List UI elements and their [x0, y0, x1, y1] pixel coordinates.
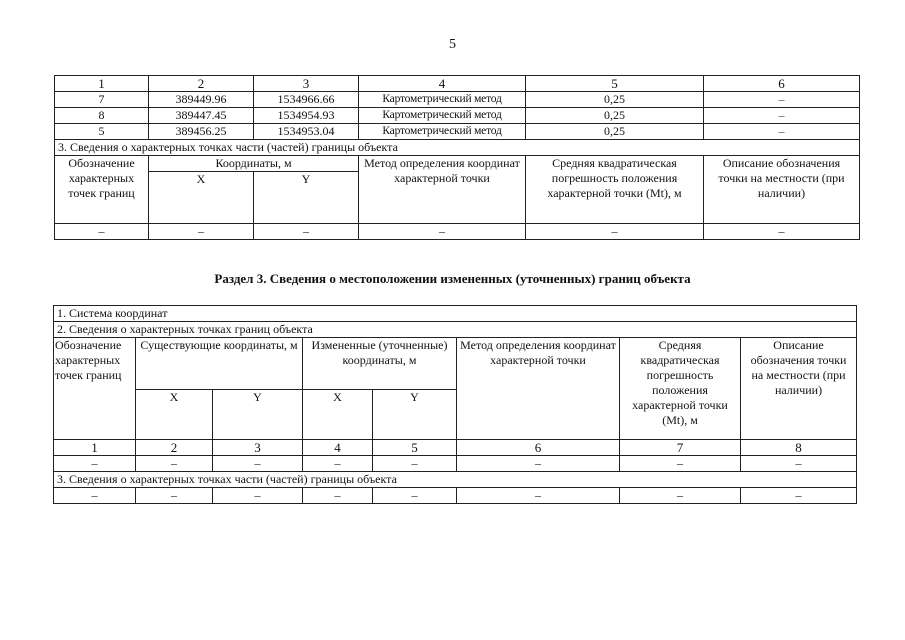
error-cell: 0,25 [526, 124, 704, 140]
points-heading: 2. Сведения о характерных точках границ объекта [54, 322, 857, 338]
existing-coords-header: Существующие координаты, м [136, 338, 303, 390]
table-header-numbers [54, 440, 857, 456]
designation-header: Обозначение характерных точек границ [55, 156, 149, 224]
points-table-2 [53, 305, 857, 504]
empty-cell: – [213, 488, 303, 504]
existing-y-header: Y [213, 390, 303, 440]
changed-coords-header: Измененные (уточненные) координаты, м [303, 338, 457, 390]
header-cell: 5 [373, 440, 457, 456]
table-row [55, 124, 860, 140]
empty-cell: – [741, 456, 857, 472]
column-header-row [54, 338, 857, 390]
empty-cell: – [620, 488, 741, 504]
coord-system-row [54, 306, 857, 322]
header-cell: 1 [54, 440, 136, 456]
empty-cell: – [213, 456, 303, 472]
empty-cell: – [149, 224, 254, 240]
empty-cell: – [741, 488, 857, 504]
empty-cell: – [136, 456, 213, 472]
x-cell: 389447.45 [149, 108, 254, 124]
method-cell: Картометрический метод [359, 92, 526, 108]
table-row [54, 456, 857, 472]
desc-header: Описание обозначения точки на местности (при наличии) [741, 338, 857, 440]
part-heading: 3. Сведения о характерных точках части (частей) границы объекта [54, 472, 857, 488]
header-cell: 2 [149, 76, 254, 92]
part-heading-row [54, 472, 857, 488]
error-cell: 0,25 [526, 108, 704, 124]
empty-cell: – [373, 456, 457, 472]
empty-cell: – [55, 224, 149, 240]
method-header: Метод определения координат характерной точки [457, 338, 620, 440]
point-cell: 5 [55, 124, 149, 140]
empty-cell: – [54, 488, 136, 504]
point-cell: 8 [55, 108, 149, 124]
coord-system: 1. Система координат [54, 306, 857, 322]
x-header: X [149, 172, 254, 224]
error-header: Средняя квадратическая погрешность положения характерной точки (Mt), м [526, 156, 704, 224]
y-cell: 1534954.93 [254, 108, 359, 124]
part-heading: 3. Сведения о характерных точках части (частей) границы объекта [55, 140, 860, 156]
empty-cell: – [359, 224, 526, 240]
table-header-numbers [55, 76, 860, 92]
empty-cell: – [54, 456, 136, 472]
method-cell: Картометрический метод [359, 108, 526, 124]
x-cell: 389449.96 [149, 92, 254, 108]
column-header-row [55, 156, 860, 172]
empty-cell: – [457, 488, 620, 504]
error-cell: 0,25 [526, 92, 704, 108]
table-row [54, 488, 857, 504]
header-cell: 5 [526, 76, 704, 92]
error-header: Средняя квадратическая погрешность положения характерной точки (Mt), м [620, 338, 741, 440]
table-row [55, 224, 860, 240]
x-cell: 389456.25 [149, 124, 254, 140]
part-heading-row [55, 140, 860, 156]
point-cell: 7 [55, 92, 149, 108]
method-cell: Картометрический метод [359, 124, 526, 140]
empty-cell: – [526, 224, 704, 240]
empty-cell: – [136, 488, 213, 504]
header-cell: 6 [704, 76, 860, 92]
empty-cell: – [373, 488, 457, 504]
header-cell: 8 [741, 440, 857, 456]
y-header: Y [254, 172, 359, 224]
y-cell: 1534953.04 [254, 124, 359, 140]
header-cell: 7 [620, 440, 741, 456]
empty-cell: – [254, 224, 359, 240]
header-cell: 4 [359, 76, 526, 92]
empty-cell: – [303, 488, 373, 504]
empty-cell: – [303, 456, 373, 472]
coords-header: Координаты, м [149, 156, 359, 172]
existing-x-header: X [136, 390, 213, 440]
table-row [55, 108, 860, 124]
header-cell: 3 [254, 76, 359, 92]
empty-cell: – [620, 456, 741, 472]
empty-cell: – [457, 456, 620, 472]
header-cell: 1 [55, 76, 149, 92]
desc-cell: – [704, 92, 860, 108]
method-header: Метод определения координат характерной точки [359, 156, 526, 224]
points-heading-row [54, 322, 857, 338]
header-cell: 3 [213, 440, 303, 456]
desc-header: Описание обозначения точки на местности (при наличии) [704, 156, 860, 224]
section-title: Раздел 3. Сведения о местоположении измененных (уточненных) границ объекта [214, 271, 691, 286]
desc-cell: – [704, 124, 860, 140]
header-cell: 2 [136, 440, 213, 456]
changed-y-header: Y [373, 390, 457, 440]
designation-header: Обозначение характерных точек границ [54, 338, 136, 440]
desc-cell: – [704, 108, 860, 124]
page-number: 5 [449, 37, 456, 52]
points-table-1 [54, 75, 860, 240]
header-cell: 6 [457, 440, 620, 456]
header-cell: 4 [303, 440, 373, 456]
y-cell: 1534966.66 [254, 92, 359, 108]
changed-x-header: X [303, 390, 373, 440]
table-row [55, 92, 860, 108]
empty-cell: – [704, 224, 860, 240]
